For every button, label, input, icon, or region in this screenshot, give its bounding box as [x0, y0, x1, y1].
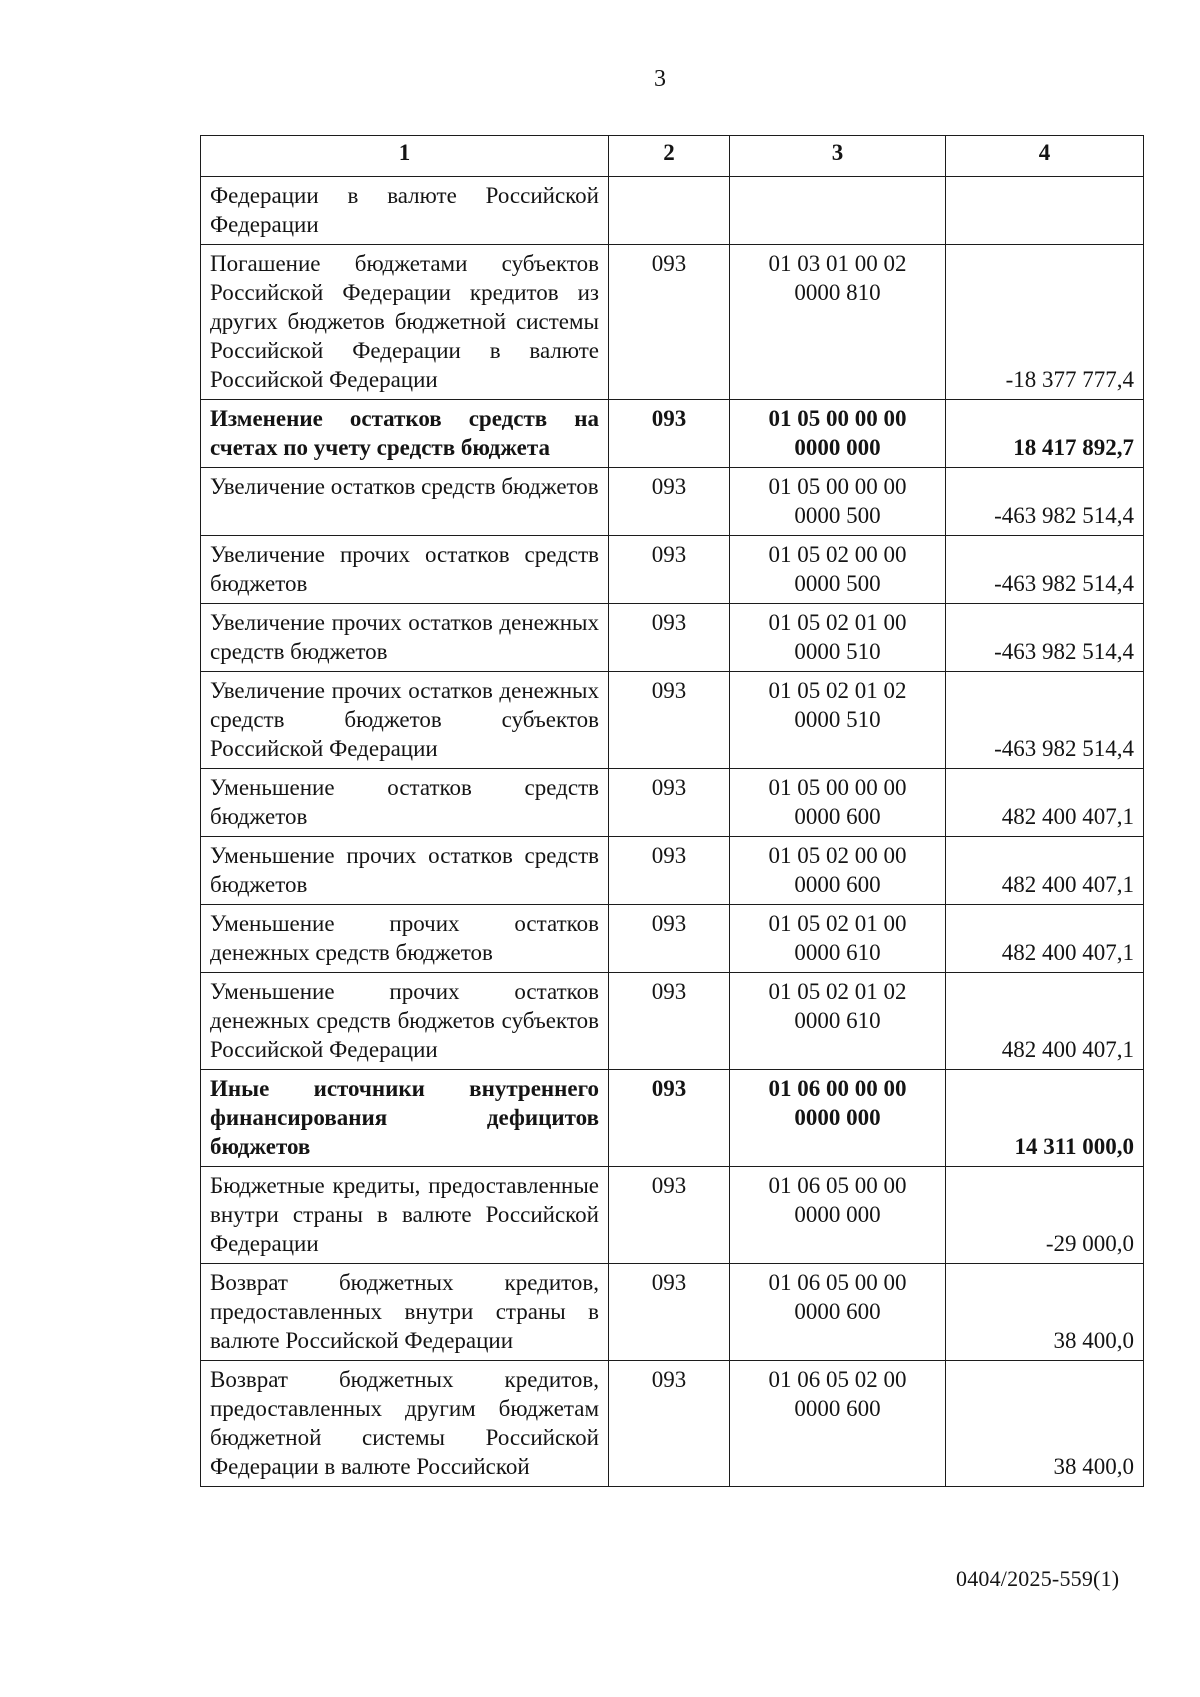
row-classification-code [730, 177, 946, 245]
row-classification-code [730, 604, 946, 672]
row-classification-code-line-1: 01 06 05 02 00 [768, 1367, 907, 1392]
row-source-name: Уменьшение прочих остатков средств бюджетов [201, 837, 609, 905]
table-row [201, 769, 1144, 837]
row-classification-code-line-2: 0000 610 [794, 1008, 881, 1033]
row-classification-code [730, 400, 946, 468]
table-row [201, 245, 1144, 400]
row-classification-code-line-2: 0000 600 [794, 804, 881, 829]
column-header-4: 4 [946, 136, 1144, 177]
row-classification-code [730, 1167, 946, 1264]
row-classification-code-line-2: 0000 500 [794, 571, 881, 596]
row-classification-code-line-2: 0000 000 [794, 435, 881, 460]
row-source-name: Уменьшение прочих остатков денежных средств бюджетов субъектов Российской Федерации [201, 973, 609, 1070]
row-classification-code-line-1: 01 05 02 00 00 [768, 843, 907, 868]
row-admin-code: 093 [609, 400, 730, 468]
row-admin-code: 093 [609, 672, 730, 769]
table-row [201, 536, 1144, 604]
column-header-2: 2 [609, 136, 730, 177]
row-amount: -463 982 514,4 [946, 536, 1144, 604]
table-row [201, 1070, 1144, 1167]
table-row [201, 837, 1144, 905]
row-classification-code [730, 1361, 946, 1487]
row-classification-code-line-2: 0000 600 [794, 1396, 881, 1421]
row-classification-code-line-1: 01 05 02 00 00 [768, 542, 907, 567]
row-classification-code [730, 468, 946, 536]
row-amount: -463 982 514,4 [946, 468, 1144, 536]
row-classification-code-line-1: 01 05 02 01 02 [768, 979, 907, 1004]
row-classification-code-line-1: 01 06 00 00 00 [768, 1076, 907, 1101]
column-header-1: 1 [201, 136, 609, 177]
row-amount: 482 400 407,1 [946, 973, 1144, 1070]
row-admin-code: 093 [609, 973, 730, 1070]
row-admin-code: 093 [609, 905, 730, 973]
row-classification-code-line-1: 01 05 00 00 00 [768, 406, 907, 431]
row-amount: 482 400 407,1 [946, 837, 1144, 905]
row-admin-code: 093 [609, 604, 730, 672]
row-amount: 14 311 000,0 [946, 1070, 1144, 1167]
row-amount: -29 000,0 [946, 1167, 1144, 1264]
row-classification-code [730, 536, 946, 604]
row-source-name: Изменение остатков средств на счетах по учету средств бюджета [201, 400, 609, 468]
row-classification-code-line-1: 01 05 02 01 00 [768, 610, 907, 635]
row-source-name: Увеличение прочих остатков денежных средств бюджетов субъектов Российской Федерации [201, 672, 609, 769]
page-number: 3 [654, 66, 666, 92]
row-classification-code-line-2: 0000 000 [794, 1105, 881, 1130]
row-classification-code [730, 672, 946, 769]
table-row [201, 672, 1144, 769]
table-row [201, 1264, 1144, 1361]
column-header-3: 3 [730, 136, 946, 177]
table-row [201, 905, 1144, 973]
row-amount: 38 400,0 [946, 1361, 1144, 1487]
budget-sources-table-container [200, 135, 1143, 1487]
row-source-name: Увеличение остатков средств бюджетов [201, 468, 609, 536]
row-amount: 18 417 892,7 [946, 400, 1144, 468]
row-classification-code-line-1: 01 03 01 00 02 [768, 251, 907, 276]
document-id: 0404/2025-559(1) [956, 1566, 1120, 1591]
row-classification-code-line-1: 01 05 02 01 00 [768, 911, 907, 936]
row-admin-code: 093 [609, 245, 730, 400]
table-row [201, 177, 1144, 245]
row-admin-code [609, 177, 730, 245]
row-classification-code-line-2: 0000 500 [794, 503, 881, 528]
row-source-name: Уменьшение прочих остатков денежных средств бюджетов [201, 905, 609, 973]
table-row [201, 604, 1144, 672]
row-amount: -463 982 514,4 [946, 672, 1144, 769]
row-classification-code-line-2: 0000 000 [794, 1202, 881, 1227]
row-admin-code: 093 [609, 1361, 730, 1487]
row-classification-code [730, 769, 946, 837]
budget-sources-table [200, 135, 1144, 1487]
row-classification-code-line-1: 01 06 05 00 00 [768, 1173, 907, 1198]
row-classification-code-line-2: 0000 810 [794, 280, 881, 305]
row-source-name: Возврат бюджетных кредитов, предоставленных внутри страны в валюте Российской Федерации [201, 1264, 609, 1361]
row-amount: -18 377 777,4 [946, 245, 1144, 400]
row-amount: 482 400 407,1 [946, 905, 1144, 973]
row-classification-code [730, 245, 946, 400]
row-classification-code-line-2: 0000 600 [794, 872, 881, 897]
row-source-name: Погашение бюджетами субъектов Российской Федерации кредитов из других бюджетов бюджетной системы Российской Федерации в валюте Российской Федерации [201, 245, 609, 400]
row-classification-code [730, 837, 946, 905]
row-classification-code-line-1: 01 05 02 01 02 [768, 678, 907, 703]
row-classification-code-line-2: 0000 610 [794, 940, 881, 965]
row-admin-code: 093 [609, 536, 730, 604]
table-row [201, 468, 1144, 536]
row-admin-code: 093 [609, 837, 730, 905]
table-row [201, 1167, 1144, 1264]
row-amount: 38 400,0 [946, 1264, 1144, 1361]
row-classification-code-line-2: 0000 600 [794, 1299, 881, 1324]
row-classification-code [730, 973, 946, 1070]
row-source-name: Бюджетные кредиты, предоставленные внутри страны в валюте Российской Федерации [201, 1167, 609, 1264]
row-classification-code-line-2: 0000 510 [794, 707, 881, 732]
row-source-name: Иные источники внутреннего финансирования дефицитов бюджетов [201, 1070, 609, 1167]
row-admin-code: 093 [609, 1167, 730, 1264]
row-admin-code: 093 [609, 468, 730, 536]
row-amount: 482 400 407,1 [946, 769, 1144, 837]
row-admin-code: 093 [609, 1070, 730, 1167]
row-classification-code-line-1: 01 06 05 00 00 [768, 1270, 907, 1295]
table-row [201, 400, 1144, 468]
row-source-name: Федерации в валюте Российской Федерации [201, 177, 609, 245]
row-classification-code [730, 905, 946, 973]
row-classification-code-line-1: 01 05 00 00 00 [768, 474, 907, 499]
row-source-name: Уменьшение остатков средств бюджетов [201, 769, 609, 837]
row-classification-code-line-1: 01 05 00 00 00 [768, 775, 907, 800]
row-amount [946, 177, 1144, 245]
row-amount: -463 982 514,4 [946, 604, 1144, 672]
table-row [201, 973, 1144, 1070]
row-source-name: Возврат бюджетных кредитов, предоставленных другим бюджетам бюджетной системы Российской Федерации в валюте Российской [201, 1361, 609, 1487]
table-body [201, 177, 1144, 1487]
row-admin-code: 093 [609, 769, 730, 837]
row-admin-code: 093 [609, 1264, 730, 1361]
row-classification-code-line-2: 0000 510 [794, 639, 881, 664]
table-header-row [201, 136, 1144, 177]
row-source-name: Увеличение прочих остатков средств бюджетов [201, 536, 609, 604]
row-source-name: Увеличение прочих остатков денежных средств бюджетов [201, 604, 609, 672]
row-classification-code [730, 1070, 946, 1167]
table-row [201, 1361, 1144, 1487]
row-classification-code [730, 1264, 946, 1361]
